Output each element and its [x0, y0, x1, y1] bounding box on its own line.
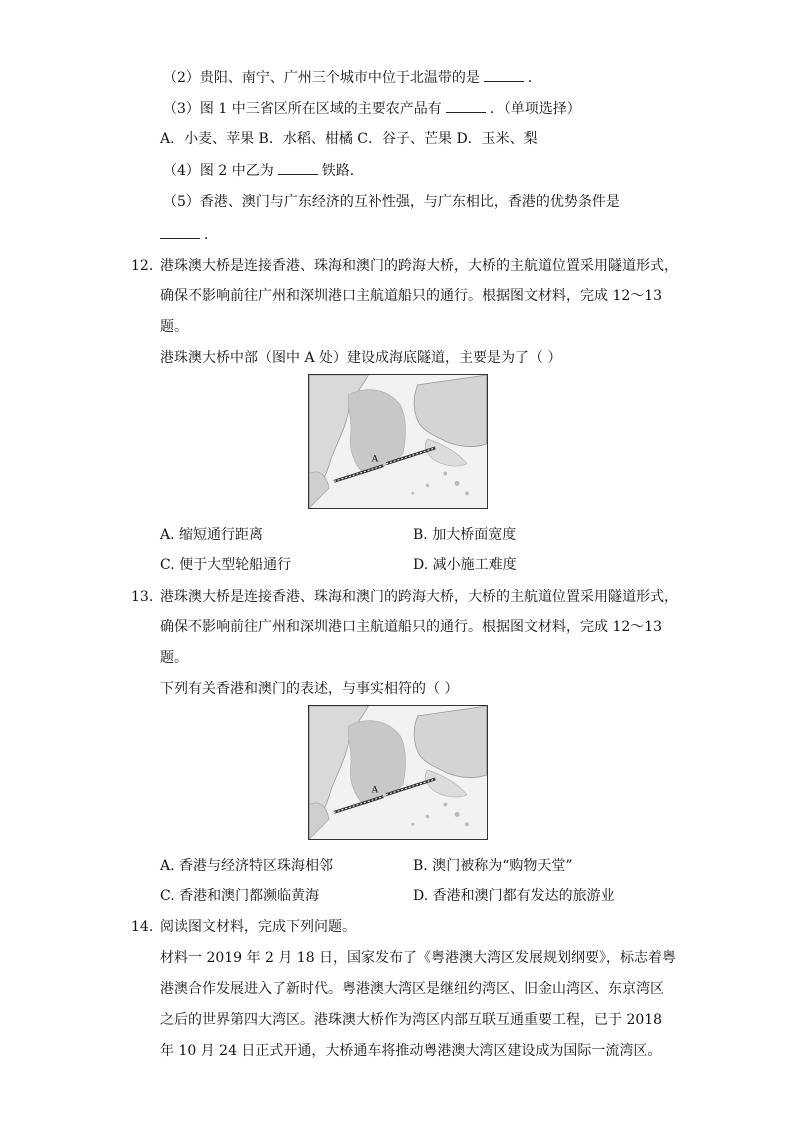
q13-stem-line3: 题。	[160, 650, 188, 666]
q12-option-b[interactable]: B. 加大桥面宽度	[413, 527, 517, 543]
q11-sub4-end: 铁路．	[321, 163, 364, 179]
map-label-a: A	[371, 453, 379, 465]
q12-stem-line2: 确保不影响前往广州和深圳港口主航道船只的通行。根据图文材料，完成 12～13	[160, 288, 663, 304]
q11-sub3-options: A．小麦、苹果 B．水稻、柑橘 C．谷子、芒果 D．玉米、梨	[160, 131, 538, 147]
q11-sub2	[163, 67, 542, 88]
q12-option-a[interactable]: A. 缩短通行距离	[160, 527, 264, 543]
q13-option-a[interactable]: A. 香港与经济特区珠海相邻	[160, 858, 334, 874]
q11-sub5: （5）香港、澳门与广东经济的互补性强，与广东相比，香港的优势条件是	[163, 194, 620, 210]
q12-option-d[interactable]: D. 减小施工难度	[413, 557, 517, 573]
q12-stem-line3: 题。	[160, 319, 188, 335]
q13-option-b[interactable]: B. 澳门被称为“购物天堂”	[413, 858, 573, 874]
q13-question: 下列有关香港和澳门的表述，与事实相符的（ ）	[160, 681, 459, 697]
answer-blank	[484, 67, 524, 82]
q14-stem: 阅读图文材料，完成下列问题。	[160, 919, 356, 935]
q12-option-c[interactable]: C. 便于大型轮船通行	[160, 557, 292, 573]
q11-sub3	[163, 98, 581, 119]
bridge-map-svg	[309, 375, 487, 508]
q11-sub4-text: （4）图 2 中乙为	[163, 163, 274, 179]
question-number: 12.	[131, 258, 154, 274]
q11-sub3-text: （3）图 1 中三省区所在区域的主要农产品有	[163, 101, 442, 117]
map-label-a: A	[371, 784, 379, 796]
q12-question: 港珠澳大桥中部（图中 A 处）建设成海底隧道，主要是为了（ ）	[160, 350, 562, 366]
q14-material-line1: 材料一 2019 年 2 月 18 日，国家发布了《粤港澳大湾区发展规划纲要》，标志着粤	[160, 950, 677, 966]
q14-material-line3: 之后的世界第四大湾区。港珠澳大桥作为湾区内部互联互通重要工程，已于 2018	[160, 1012, 663, 1028]
answer-blank	[446, 98, 486, 113]
question-number: 14.	[131, 919, 154, 935]
q11-sub2-end: ．	[527, 70, 542, 86]
q11-sub5-end: ．	[204, 227, 218, 243]
bridge-map-figure	[308, 374, 488, 509]
q12-stem-line1: 港珠澳大桥是连接香港、珠海和澳门的跨海大桥，大桥的主航道位置采用隧道形式，	[160, 258, 678, 274]
q11-sub5-answer	[160, 224, 218, 245]
q13-option-c[interactable]: C. 香港和澳门都濒临黄海	[160, 888, 320, 904]
bridge-map-svg-2	[309, 706, 487, 839]
q11-sub4	[163, 160, 364, 181]
q11-sub3-end: ．（单项选择）	[489, 101, 581, 117]
q11-sub2-text: （2）贵阳、南宁、广州三个城市中位于北温带的是	[163, 70, 480, 86]
q13-stem-line2: 确保不影响前往广州和深圳港口主航道船只的通行。根据图文材料，完成 12～13	[160, 619, 663, 635]
answer-blank	[160, 224, 200, 239]
question-number: 13.	[131, 589, 154, 605]
q14-material-line2: 港澳合作发展进入了新时代。粤港澳大湾区是继纽约湾区、旧金山湾区、东京湾区	[160, 981, 664, 997]
q13-stem-line1: 港珠澳大桥是连接香港、珠海和澳门的跨海大桥，大桥的主航道位置采用隧道形式，	[160, 589, 678, 605]
q13-option-d[interactable]: D. 香港和澳门都有发达的旅游业	[413, 888, 615, 904]
answer-blank	[278, 160, 318, 175]
bridge-map-figure-2	[308, 705, 488, 840]
q14-material-line4: 年 10 月 24 日正式开通，大桥通车将推动粤港澳大湾区建设成为国际一流湾区。	[160, 1043, 662, 1059]
